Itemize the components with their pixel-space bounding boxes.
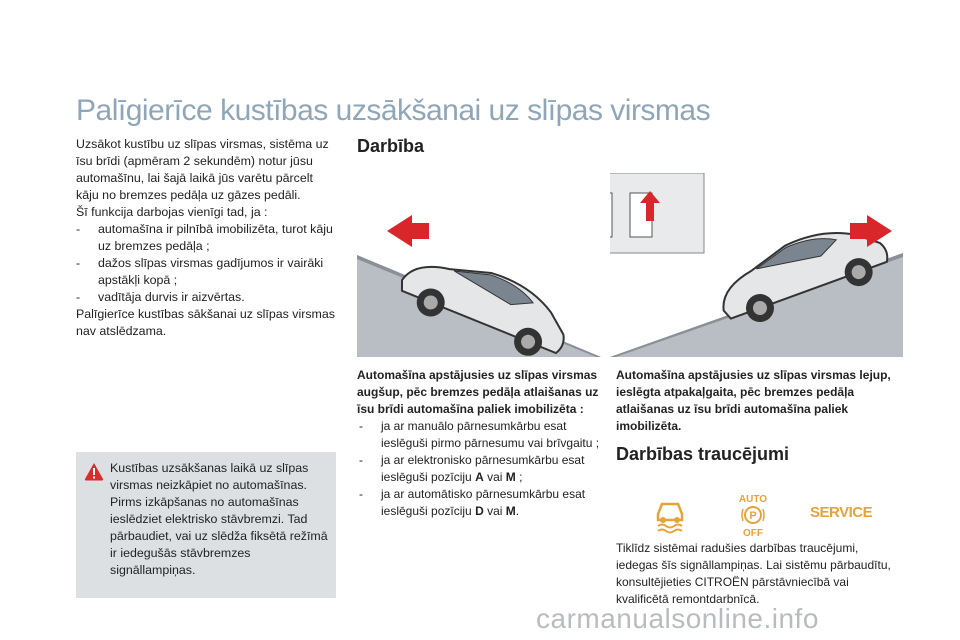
page-title: Palīgierīce kustības uzsākšanai uz slīpas virsmas xyxy=(76,94,711,127)
list-item: - vadītāja durvis ir aizvērtas. xyxy=(76,289,338,306)
list-item xyxy=(357,418,613,452)
warning-lamps xyxy=(650,494,873,539)
item-text: ja ar automātisko pārnesumkārbu esat ieslēguši pozīciju xyxy=(381,487,586,518)
warning-text: Kustības uzsākšanas laikā uz slīpas virsmas neizkāpiet no automašīnas. Pirms izkāpšanas no automašīnas ieslēdziet elektrisko stāvbremzi. Tad pārbaudiet, vai uz slēdža fiksētā režīmā ir iedegušās stāvbremzes signāllampiņas. xyxy=(110,461,328,577)
gear-a: A xyxy=(475,470,484,484)
heading-operation: Darbība xyxy=(357,136,425,156)
service-icon: SERVICE xyxy=(810,504,873,521)
warning-box xyxy=(76,452,336,598)
gear-m: M xyxy=(505,470,516,484)
caption-downhill-bold: Automašīna apstājusies uz slīpas virsmas lejup, ieslēgta atpakaļgaita, pēc bremzes pedāļa atlaišanas uz īsu brīdi automašīna paliek imobilizēta. xyxy=(616,368,891,433)
caption-uphill-list xyxy=(357,418,613,520)
item-text: vai xyxy=(483,504,506,518)
auto-parking-brake-icon xyxy=(734,494,772,539)
caption-uphill xyxy=(357,367,613,520)
pedal-inset xyxy=(610,173,704,253)
lamp-label-bottom: OFF xyxy=(743,528,763,539)
lamp-label-top: AUTO xyxy=(738,494,768,505)
item-text: ja ar elektronisko pārnesumkārbu esat ieslēguši pozīciju xyxy=(381,453,585,484)
item-text: vai xyxy=(483,470,506,484)
gear-d: D xyxy=(475,504,484,518)
item-text: ; xyxy=(515,470,523,484)
skid-car-warning-icon xyxy=(650,494,690,534)
caption-downhill xyxy=(616,367,898,435)
list-item xyxy=(357,486,613,520)
list-item: - automašīna ir pilnībā imobilizēta, turot kāju uz bremzes pedāļa ; xyxy=(76,221,338,255)
parking-p-icon xyxy=(741,505,765,525)
list-item xyxy=(357,452,613,486)
intro-p1: Uzsākot kustību uz slīpas virsmas, sistēma uz īsu brīdi (apmēram 2 sekundēm) notur jūsu automašīnu, lai šajā laikā jūs varētu pārcelt kāju no bremzes pedāļa uz gāzes pedāli. xyxy=(76,137,329,202)
warning-exclamation-icon xyxy=(84,462,104,482)
caption-uphill-bold: Automašīna apstājusies uz slīpas virsmas augšup, pēc bremzes pedāļa atlaišanas uz īsu brīdi automašīna paliek imobilizēta : xyxy=(357,368,599,416)
item-text: . xyxy=(515,504,520,518)
illustration-uphill xyxy=(357,173,601,357)
intro-text xyxy=(76,136,338,340)
item-text: ja ar manuālo pārnesumkārbu esat ieslēguši pirmo pārnesumu vai brīvgaitu ; xyxy=(381,419,600,450)
intro-p3: Palīgierīce kustības sākšanai uz slīpas virsmas nav atslēdzama. xyxy=(76,307,335,338)
heading-faults: Darbības traucējumi xyxy=(616,444,790,464)
gear-m: M xyxy=(505,504,516,518)
illustration-downhill xyxy=(610,173,903,357)
intro-list xyxy=(76,221,338,306)
svg-text:P: P xyxy=(749,510,757,522)
watermark: carmanualsonline.info xyxy=(536,603,819,634)
list-item: - dažos slīpas virsmas gadījumos ir vairāki apstākļi kopā ; xyxy=(76,255,338,289)
faults-text: Tiklīdz sistēmai radušies darbības traucējumi, iedegas šīs signāllampiņas. Lai sistēmu pārbaudītu, konsultējieties CITROËN pārstāvniecībā vai kvalificētā remontdarbnīcā. xyxy=(616,541,891,606)
intro-p2: Šī funkcija darbojas vienīgi tad, ja : xyxy=(76,205,268,219)
